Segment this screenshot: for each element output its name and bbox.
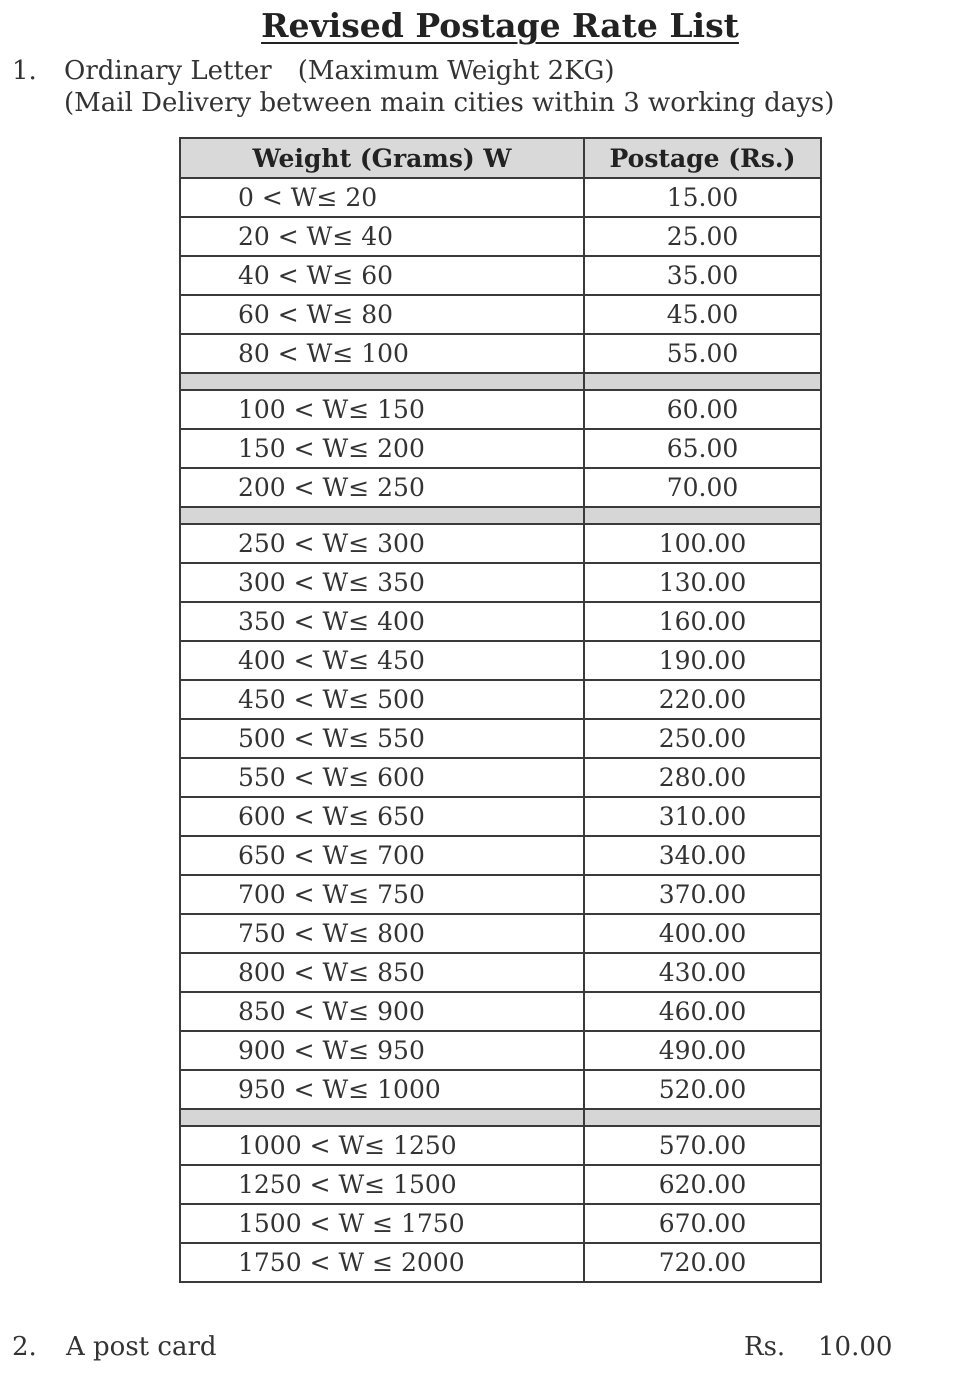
table-separator-row xyxy=(180,1109,821,1126)
table-row xyxy=(180,1243,821,1282)
postage-cell: 45.00 xyxy=(584,295,821,334)
section-1-max-weight: (Maximum Weight 2KG) xyxy=(297,56,615,86)
weight-range-cell: 550 < W≤ 600 xyxy=(180,758,584,797)
table-row xyxy=(180,719,821,758)
postage-cell: 310.00 xyxy=(584,797,821,836)
postage-cell: 70.00 xyxy=(584,468,821,507)
section-1-name: Ordinary Letter xyxy=(64,56,272,86)
table-row xyxy=(180,602,821,641)
table-row xyxy=(180,641,821,680)
table-row xyxy=(180,563,821,602)
weight-range-cell: 20 < W≤ 40 xyxy=(180,217,584,256)
postage-cell: 490.00 xyxy=(584,1031,821,1070)
section-1-heading xyxy=(64,56,615,86)
table-row xyxy=(180,1126,821,1165)
table-separator-row xyxy=(180,507,821,524)
page-title: Revised Postage Rate List xyxy=(261,6,739,45)
weight-range-cell: 400 < W≤ 450 xyxy=(180,641,584,680)
weight-range-cell: 80 < W≤ 100 xyxy=(180,334,584,373)
weight-range-cell: 1500 < W ≤ 1750 xyxy=(180,1204,584,1243)
section-2-number: 2. xyxy=(12,1332,37,1362)
table-row xyxy=(180,178,821,217)
table-row xyxy=(180,680,821,719)
weight-range-cell: 1750 < W ≤ 2000 xyxy=(180,1243,584,1282)
postage-cell: 370.00 xyxy=(584,875,821,914)
table-row xyxy=(180,390,821,429)
weight-range-cell: 500 < W≤ 550 xyxy=(180,719,584,758)
table-row xyxy=(180,524,821,563)
weight-range-cell: 650 < W≤ 700 xyxy=(180,836,584,875)
table-row xyxy=(180,1031,821,1070)
postage-cell: 55.00 xyxy=(584,334,821,373)
table-row xyxy=(180,758,821,797)
weight-range-cell: 450 < W≤ 500 xyxy=(180,680,584,719)
weight-range-cell: 750 < W≤ 800 xyxy=(180,914,584,953)
postage-cell: 430.00 xyxy=(584,953,821,992)
postage-cell: 25.00 xyxy=(584,217,821,256)
postage-cell: 130.00 xyxy=(584,563,821,602)
table-row xyxy=(180,295,821,334)
table-row xyxy=(180,875,821,914)
weight-range-cell: 150 < W≤ 200 xyxy=(180,429,584,468)
table-row xyxy=(180,1070,821,1109)
table-row xyxy=(180,217,821,256)
weight-range-cell: 850 < W≤ 900 xyxy=(180,992,584,1031)
weight-range-cell: 0 < W≤ 20 xyxy=(180,178,584,217)
section-1-delivery-note: (Mail Delivery between main cities within 3 working days) xyxy=(64,88,835,118)
postage-cell: 720.00 xyxy=(584,1243,821,1282)
table-separator-row xyxy=(180,373,821,390)
table-row xyxy=(180,468,821,507)
weight-range-cell: 600 < W≤ 650 xyxy=(180,797,584,836)
table-row xyxy=(180,334,821,373)
table-row xyxy=(180,429,821,468)
postage-cell: 670.00 xyxy=(584,1204,821,1243)
section-1-number: 1. xyxy=(12,56,37,86)
table-row xyxy=(180,836,821,875)
post-card-label: A post card xyxy=(66,1332,217,1362)
weight-range-cell: 300 < W≤ 350 xyxy=(180,563,584,602)
postage-cell: 250.00 xyxy=(584,719,821,758)
post-card-amount: 10.00 xyxy=(818,1332,893,1362)
weight-range-cell: 900 < W≤ 950 xyxy=(180,1031,584,1070)
postage-cell: 340.00 xyxy=(584,836,821,875)
table-row xyxy=(180,1204,821,1243)
weight-range-cell: 950 < W≤ 1000 xyxy=(180,1070,584,1109)
postage-cell: 35.00 xyxy=(584,256,821,295)
postage-cell: 570.00 xyxy=(584,1126,821,1165)
postage-cell: 190.00 xyxy=(584,641,821,680)
postage-cell: 400.00 xyxy=(584,914,821,953)
postage-cell: 620.00 xyxy=(584,1165,821,1204)
postage-cell: 65.00 xyxy=(584,429,821,468)
table-row xyxy=(180,797,821,836)
table-header-row xyxy=(180,138,821,178)
weight-range-cell: 800 < W≤ 850 xyxy=(180,953,584,992)
postage-cell: 220.00 xyxy=(584,680,821,719)
weight-range-cell: 60 < W≤ 80 xyxy=(180,295,584,334)
weight-range-cell: 350 < W≤ 400 xyxy=(180,602,584,641)
postage-rate-table xyxy=(179,137,822,1283)
rate-table-body xyxy=(180,178,821,1282)
weight-range-cell: 250 < W≤ 300 xyxy=(180,524,584,563)
postage-cell: 60.00 xyxy=(584,390,821,429)
table-row xyxy=(180,914,821,953)
table-row xyxy=(180,1165,821,1204)
weight-range-cell: 200 < W≤ 250 xyxy=(180,468,584,507)
weight-range-cell: 700 < W≤ 750 xyxy=(180,875,584,914)
weight-range-cell: 1000 < W≤ 1250 xyxy=(180,1126,584,1165)
post-card-currency: Rs. xyxy=(744,1332,786,1362)
postage-cell: 460.00 xyxy=(584,992,821,1031)
postage-cell: 15.00 xyxy=(584,178,821,217)
table-row xyxy=(180,953,821,992)
weight-range-cell: 1250 < W≤ 1500 xyxy=(180,1165,584,1204)
postage-cell: 280.00 xyxy=(584,758,821,797)
table-row xyxy=(180,256,821,295)
postage-cell: 100.00 xyxy=(584,524,821,563)
postage-cell: 160.00 xyxy=(584,602,821,641)
postage-column-header: Postage (Rs.) xyxy=(584,138,821,178)
postage-cell: 520.00 xyxy=(584,1070,821,1109)
table-row xyxy=(180,992,821,1031)
weight-range-cell: 40 < W≤ 60 xyxy=(180,256,584,295)
weight-range-cell: 100 < W≤ 150 xyxy=(180,390,584,429)
weight-column-header: Weight (Grams) W xyxy=(180,138,584,178)
